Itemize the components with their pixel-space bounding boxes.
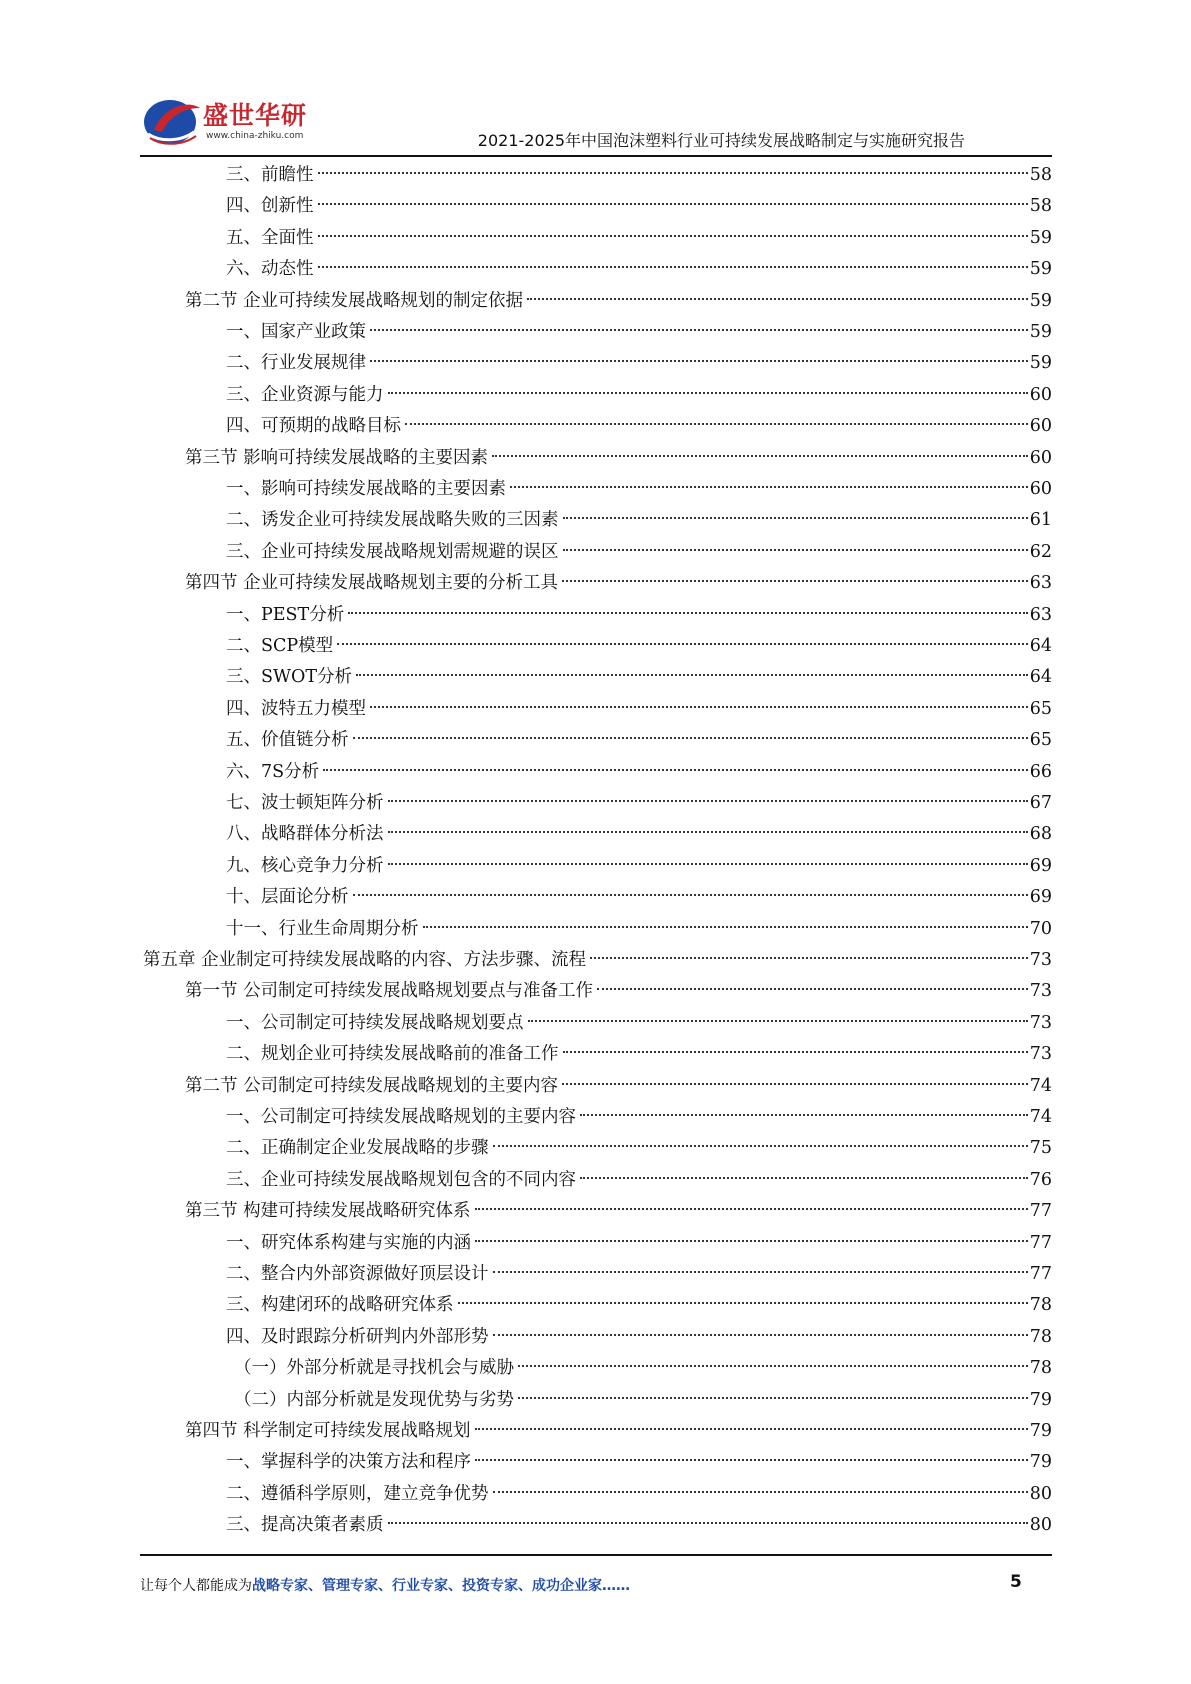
toc-leader-dots: [388, 831, 1028, 833]
toc-entry[interactable]: [226, 1039, 1052, 1070]
toc-entry[interactable]: [185, 976, 1052, 1007]
toc-leader-dots: [492, 455, 1028, 457]
toc-entry-title: 三、提高决策者素质: [226, 1515, 384, 1536]
toc-entry-page: 70: [1029, 918, 1052, 939]
toc-entry[interactable]: [226, 1008, 1052, 1039]
toc-leader-dots: [562, 1083, 1028, 1085]
toc-entry-page: 69: [1029, 887, 1052, 908]
toc-leader-dots: [518, 1365, 1028, 1367]
toc-entry-title: 四、波特五力模型: [226, 698, 366, 719]
toc-entry-title: 二、规划企业可持续发展战略前的准备工作: [226, 1044, 559, 1065]
toc-leader-dots: [318, 266, 1028, 268]
toc-entry[interactable]: [226, 254, 1052, 285]
toc-entry-title: 四、创新性: [226, 196, 314, 217]
toc-leader-dots: [493, 1491, 1028, 1493]
toc-entry-title: 一、公司制定可持续发展战略规划要点: [226, 1012, 524, 1033]
toc-entry-title: 第三节 构建可持续发展战略研究体系: [185, 1201, 471, 1222]
toc-entry-title: 五、全面性: [226, 227, 314, 248]
toc-entry-page: 63: [1029, 573, 1052, 594]
toc-entry-title: 六、动态性: [226, 259, 314, 280]
toc-entry[interactable]: [226, 631, 1052, 662]
toc-entry-page: 59: [1029, 322, 1052, 342]
toc-entry[interactable]: [185, 568, 1052, 599]
toc-leader-dots: [388, 392, 1028, 394]
toc-entry-page: 65: [1029, 730, 1052, 751]
toc-entry[interactable]: [226, 1290, 1052, 1321]
toc-entry[interactable]: [226, 1102, 1052, 1133]
toc-entry-page: 74: [1029, 1107, 1052, 1127]
toc-entry-title: 三、企业可持续发展战略规划需规避的误区: [226, 541, 559, 562]
toc-entry-title: 三、企业可持续发展战略规划包含的不同内容: [226, 1169, 576, 1190]
toc-entry-title: 十一、行业生命周期分析: [226, 918, 419, 939]
toc-entry-page: 80: [1029, 1515, 1052, 1536]
footer-slogan: [140, 1575, 630, 1595]
toc-leader-dots: [597, 988, 1028, 990]
toc-leader-dots: [563, 517, 1028, 519]
toc-leader-dots: [353, 737, 1028, 739]
toc-leader-dots: [323, 769, 1028, 771]
toc-entry[interactable]: [226, 1447, 1052, 1478]
toc-entry[interactable]: [226, 725, 1052, 756]
toc-entry-page: 79: [1029, 1389, 1052, 1410]
toc-entry-page: 73: [1029, 950, 1052, 970]
toc-leader-dots: [405, 423, 1028, 425]
toc-leader-dots: [493, 1145, 1028, 1147]
toc-entry-page: 63: [1029, 604, 1052, 625]
toc-entry-title: 四、及时跟踪分析研判内外部形势: [226, 1326, 489, 1347]
toc-entry-page: 59: [1029, 353, 1052, 374]
toc-entry-title: 第三节 影响可持续发展战略的主要因素: [185, 447, 489, 468]
toc-leader-dots: [510, 486, 1028, 488]
toc-entry-page: 78: [1029, 1295, 1052, 1316]
toc-entry-page: 59: [1029, 290, 1052, 311]
toc-entry[interactable]: [226, 223, 1052, 254]
toc-entry[interactable]: [234, 1353, 1052, 1384]
toc-entry-title: （一）外部分析就是寻找机会与威胁: [234, 1358, 514, 1379]
toc-leader-dots: [580, 1114, 1028, 1116]
toc-leader-dots: [562, 580, 1028, 582]
toc-entry[interactable]: [226, 851, 1052, 882]
toc-entry-page: 62: [1029, 541, 1052, 562]
toc-entry[interactable]: [226, 505, 1052, 536]
page-number: 5: [1010, 1572, 1022, 1592]
toc-entry-title: 三、构建闭环的战略研究体系: [226, 1295, 454, 1316]
logo-url: www.china-zhiku.com: [206, 131, 304, 141]
toc-entry[interactable]: [226, 819, 1052, 850]
header-divider: [140, 155, 1052, 157]
toc-entry[interactable]: [185, 1416, 1052, 1447]
toc-leader-dots: [337, 643, 1028, 645]
toc-leader-dots: [458, 1302, 1028, 1304]
toc-entry-page: 73: [1029, 1044, 1052, 1065]
toc-entry-title: 五、价值链分析: [226, 730, 349, 751]
toc-leader-dots: [370, 706, 1028, 708]
footer-slogan-prefix: 让每个人都能成为: [140, 1578, 252, 1594]
toc-entry-title: 第二节 公司制定可持续发展战略规划的主要内容: [185, 1075, 559, 1096]
toc-entry-page: 79: [1029, 1452, 1052, 1473]
toc-entry-title: 第一节 公司制定可持续发展战略规划要点与准备工作: [185, 981, 594, 1002]
toc-entry-title: 一、公司制定可持续发展战略规划的主要内容: [226, 1107, 576, 1127]
toc-entry[interactable]: [185, 443, 1052, 474]
toc-entry[interactable]: [226, 317, 1052, 348]
toc-leader-dots: [563, 549, 1028, 551]
toc-entry-page: 60: [1029, 447, 1052, 468]
toc-entry-page: 66: [1029, 761, 1052, 782]
toc-entry[interactable]: [226, 914, 1052, 945]
toc-entry[interactable]: [226, 882, 1052, 913]
toc-leader-dots: [475, 1459, 1028, 1461]
toc-entry-title: 三、前瞻性: [226, 165, 314, 185]
toc-entry-title: 二、遵循科学原则，建立竞争优势: [226, 1483, 489, 1504]
toc-entry[interactable]: [226, 1228, 1052, 1259]
toc-leader-dots: [370, 360, 1028, 362]
toc-entry-page: 68: [1029, 824, 1052, 845]
toc-entry-page: 60: [1029, 416, 1052, 437]
toc-entry[interactable]: [226, 348, 1052, 379]
toc-entry-title: （二）内部分析就是发现优势与劣势: [234, 1389, 514, 1410]
toc-entry[interactable]: [226, 788, 1052, 819]
toc-entry[interactable]: [226, 757, 1052, 788]
toc-entry-title: 二、行业发展规律: [226, 353, 366, 374]
toc-entry[interactable]: [226, 1259, 1052, 1290]
toc-entry-title: 一、研究体系构建与实施的内涵: [226, 1232, 471, 1253]
toc-entry[interactable]: [185, 1196, 1052, 1227]
toc-entry-page: 73: [1029, 981, 1052, 1002]
toc-entry-page: 60: [1029, 384, 1052, 405]
toc-entry-title: 第二节 企业可持续发展战略规划的制定依据: [185, 290, 524, 311]
toc-leader-dots: [356, 674, 1028, 676]
toc-leader-dots: [348, 612, 1028, 614]
toc-entry-title: 二、SCP模型: [226, 636, 334, 656]
toc-entry-page: 60: [1029, 479, 1052, 499]
toc-entry[interactable]: [226, 1133, 1052, 1164]
toc-entry-page: 65: [1029, 698, 1052, 719]
toc-entry-title: 二、正确制定企业发展战略的步骤: [226, 1138, 489, 1159]
toc-entry[interactable]: [226, 537, 1052, 568]
toc-leader-dots: [388, 863, 1028, 865]
toc-entry-title: 二、整合内外部资源做好顶层设计: [226, 1264, 489, 1284]
toc-entry-title: 一、国家产业政策: [226, 322, 366, 342]
toc-entry-title: 一、影响可持续发展战略的主要因素: [226, 479, 506, 499]
toc-leader-dots: [318, 172, 1028, 174]
toc-leader-dots: [423, 926, 1028, 928]
footer-divider: [140, 1554, 1052, 1556]
toc-leader-dots: [318, 235, 1028, 237]
toc-entry-title: 第四节 企业可持续发展战略规划主要的分析工具: [185, 573, 559, 594]
toc-entry[interactable]: [185, 286, 1052, 317]
toc-leader-dots: [475, 1240, 1028, 1242]
toc-entry[interactable]: [226, 411, 1052, 442]
toc-entry-page: 76: [1029, 1169, 1052, 1190]
toc-entry-title: 三、SWOT分析: [226, 667, 352, 688]
toc-entry-title: 四、可预期的战略目标: [226, 416, 401, 437]
toc-leader-dots: [563, 1051, 1028, 1053]
toc-entry[interactable]: [226, 600, 1052, 631]
toc-entry-title: 九、核心竞争力分析: [226, 855, 384, 876]
toc-entry-page: 58: [1029, 196, 1052, 217]
toc-entry-page: 77: [1029, 1201, 1052, 1222]
page-header: [0, 0, 1191, 160]
toc-entry[interactable]: [226, 694, 1052, 725]
toc-entry-page: 67: [1029, 793, 1052, 813]
toc-entry-page: 78: [1029, 1358, 1052, 1379]
toc-leader-dots: [518, 1397, 1028, 1399]
toc-entry-page: 79: [1029, 1421, 1052, 1441]
toc-entry[interactable]: [226, 1479, 1052, 1510]
toc-entry-page: 59: [1029, 227, 1052, 248]
toc-leader-dots: [590, 957, 1028, 959]
toc-entry-page: 59: [1029, 259, 1052, 280]
toc-leader-dots: [475, 1208, 1028, 1210]
toc-entry-title: 一、PEST分析: [226, 604, 345, 625]
toc-leader-dots: [353, 894, 1028, 896]
toc-entry[interactable]: [226, 662, 1052, 693]
toc-entry-page: 58: [1029, 165, 1052, 185]
toc-entry[interactable]: [234, 1385, 1052, 1416]
toc-leader-dots: [388, 1522, 1028, 1524]
toc-leader-dots: [493, 1271, 1028, 1273]
toc-leader-dots: [388, 800, 1028, 802]
toc-entry[interactable]: [226, 191, 1052, 222]
toc-entry-page: 74: [1029, 1075, 1052, 1096]
toc-entry[interactable]: [226, 1510, 1052, 1541]
toc-entry-title: 七、波士顿矩阵分析: [226, 793, 384, 813]
toc-entry[interactable]: [143, 945, 1052, 976]
toc-entry-page: 73: [1029, 1012, 1052, 1033]
document-title: 2021-2025年中国泡沫塑料行业可持续发展战略制定与实施研究报告: [477, 131, 965, 150]
toc-entry-title: 二、诱发企业可持续发展战略失败的三因素: [226, 510, 559, 531]
toc-entry-title: 十、层面论分析: [226, 887, 349, 908]
toc-leader-dots: [527, 298, 1028, 300]
toc-leader-dots: [528, 1020, 1028, 1022]
toc-entry-page: 64: [1029, 667, 1052, 688]
toc-entry[interactable]: [226, 380, 1052, 411]
toc-leader-dots: [370, 329, 1028, 331]
toc-leader-dots: [493, 1334, 1028, 1336]
toc-entry-page: 80: [1029, 1483, 1052, 1504]
toc-entry-page: 64: [1029, 636, 1052, 656]
toc-entry-title: 一、掌握科学的决策方法和程序: [226, 1452, 471, 1473]
toc-entry-page: 77: [1029, 1264, 1052, 1284]
toc-entry-title: 八、战略群体分析法: [226, 824, 384, 845]
toc-entry-page: 77: [1029, 1232, 1052, 1253]
toc-entry-page: 78: [1029, 1326, 1052, 1347]
toc-entry[interactable]: [226, 1322, 1052, 1353]
toc-entry[interactable]: [226, 474, 1052, 505]
toc-entry-title: 第五章 企业制定可持续发展战略的内容、方法步骤、流程: [143, 950, 587, 970]
toc-entry[interactable]: [226, 1165, 1052, 1196]
toc-entry[interactable]: [226, 160, 1052, 191]
toc-entry-page: 75: [1029, 1138, 1052, 1159]
logo-text: 盛世华研: [203, 101, 308, 130]
toc-entry-page: 69: [1029, 855, 1052, 876]
toc-leader-dots: [580, 1177, 1028, 1179]
toc-entry-title: 第四节 科学制定可持续发展战略规划: [185, 1421, 471, 1441]
toc-entry-title: 六、7S分析: [226, 761, 320, 782]
toc-leader-dots: [475, 1428, 1028, 1430]
footer-slogan-suffix: ……: [602, 1578, 630, 1594]
footer-slogan-highlight: 战略专家、管理专家、行业专家、投资专家、成功企业家: [252, 1578, 602, 1594]
toc-entry-title: 三、企业资源与能力: [226, 384, 384, 405]
toc-leader-dots: [318, 203, 1028, 205]
toc-entry[interactable]: [185, 1071, 1052, 1102]
toc-entry-page: 61: [1029, 510, 1052, 531]
